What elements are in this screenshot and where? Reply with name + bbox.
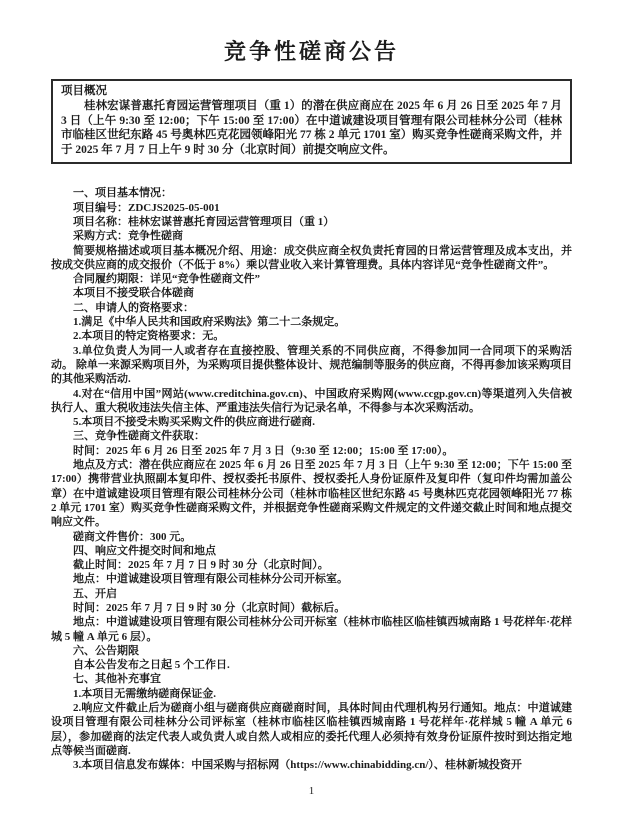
paragraph: 五、开启 <box>73 587 117 600</box>
paragraph: 二、申请人的资格要求： <box>73 301 194 314</box>
paragraph: 地点：中道诚建设项目管理有限公司桂林分公司开标室。 <box>73 573 348 586</box>
paragraph: 4.对在“信用中国”网站(www.creditchina.gov.cn)、中国政府采购网(www.ccgp.gov.cn)等渠道列入失信被执行人、重大税收违法失信主体、严重违法失信行为记录名单，不得参与本次采购活动。 <box>51 387 572 414</box>
paragraph: 三、竞争性磋商文件获取： <box>73 430 205 443</box>
paragraph: 项目名称：桂林宏谋普惠托育园运营管理项目（重 1） <box>73 215 335 228</box>
paragraph: 截止时间：2025 年 7 月 7 日 9 时 30 分（北京时间）。 <box>73 559 329 572</box>
paragraph: 地点及方式：潜在供应商应在 2025 年 6 月 26 日至 2025 年 7 月 3 日（上午 9:30 至 12:00；下午 15:00 至 17:00）携带营业执照副本复印件、授权委托书原件、授权委托人身份证原件及复印件（复印件均需加盖公章）在中道诚建设项目管理有限公司桂林分公司（桂林市临桂区世纪东路 45 号奥林匹克花园领峰阳光 77 栋 2 单元 1701 室）购买竞争性磋商采购文件，并根据竞争性磋商采购文件规定的文件递交截止时间和地点提交响应文件。 <box>51 459 572 529</box>
paragraph: 1.本项目无需缴纳磋商保证金. <box>73 687 216 700</box>
paragraph: 四、响应文件提交时间和地点 <box>73 544 216 557</box>
paragraph: 磋商文件售价：300 元。 <box>73 530 192 543</box>
paragraph: 采购方式：竞争性磋商 <box>73 230 183 243</box>
paragraph: 一、项目基本情况： <box>73 187 172 200</box>
paragraph: 时间：2025 年 7 月 7 日 9 时 30 分（北京时间）截标后。 <box>73 601 346 614</box>
paragraph: 3.单位负责人为同一人或者存在直接控股、管理关系的不同供应商，不得参加同一合同项下的采购活动。 除单一来源采购项目外，为采购项目提供整体设计、规范编制等服务的供应商，不得再参加该采购项目的其他采购活动. <box>51 344 572 386</box>
overview-heading: 项目概况 <box>61 85 107 97</box>
page-title: 竞争性磋商公告 <box>223 39 399 64</box>
paragraph: 2.本项目的特定资格要求：无。 <box>73 330 225 343</box>
paragraph: 5.本项目不接受未购买采购文件的供应商进行磋商. <box>73 416 315 429</box>
project-overview-box <box>51 79 572 164</box>
overview-body-text: 桂林宏谋普惠托育园运营管理项目（重 1）的潜在供应商应在 2025 年 6 月 26 日至 2025 年 7 月 3 日（上午 9:30 至 12:00；下午 15:00 至 17:00）在中道诚建设项目管理有限公司桂林分公司（桂林市临桂区世纪东路 45 号奥林匹克花园领峰阳光 77 栋 2 单元 1701 室）购买竞争性磋商采购文件，并于 2025 年 7 月 7 日上午 9 时 30 分（北京时间）前提交响应文件。 <box>61 100 562 156</box>
paragraph: 本项目不接受联合体磋商 <box>73 287 194 300</box>
paragraph: 合同履约期限：详见“竞争性磋商文件” <box>73 273 260 286</box>
paragraph: 自本公告发布之日起 5 个工作日. <box>73 659 230 672</box>
paragraph: 时间：2025 年 6 月 26 日至 2025 年 7 月 3 日（9:30 至 12:00；15:00 至 17:00）。 <box>73 444 454 457</box>
paragraph: 地点：中道诚建设项目管理有限公司桂林分公司开标室（桂林市临桂区临桂镇西城南路 1 号花样年·花样城 5 幢 A 单元 6 层）。 <box>51 616 572 643</box>
paragraph: 六、公告期限 <box>73 644 139 657</box>
paragraph: 2.响应文件截止后为磋商小组与磋商供应商磋商时间，具体时间由代理机构另行通知。地点：中道诚建设项目管理有限公司桂林分公司评标室（桂林市临桂区临桂镇西城南路 1 号花样年·花样城 5 幢 A 单元 6 层），参加磋商的法定代表人或负责人或自然人或相应的委托代理人必须持有效身份证原件按时到达指定地点等候当面磋商. <box>51 702 572 757</box>
paragraph: 3.本项目信息发布媒体：中国采购与招标网（https://www.chinabidding.cn/）、桂林新城投资开 <box>73 759 522 772</box>
paragraph: 1.满足《中华人民共和国政府采购法》第二十二条规定。 <box>73 316 346 329</box>
paragraph: 七、其他补充事宜 <box>73 673 161 686</box>
page-number: 1 <box>308 785 315 797</box>
document-body <box>51 186 572 772</box>
paragraph: 项目编号：ZDCJS2025-05-001 <box>73 201 220 214</box>
paragraph: 简要规格描述或项目基本概况介绍、用途：成交供应商全权负责托育园的日常运营管理及成本支出，并按成交供应商的成交报价（不低于 8%）乘以营业收入来计算管理费。具体内容详见“竞争性磋商文件”。 <box>51 244 572 271</box>
